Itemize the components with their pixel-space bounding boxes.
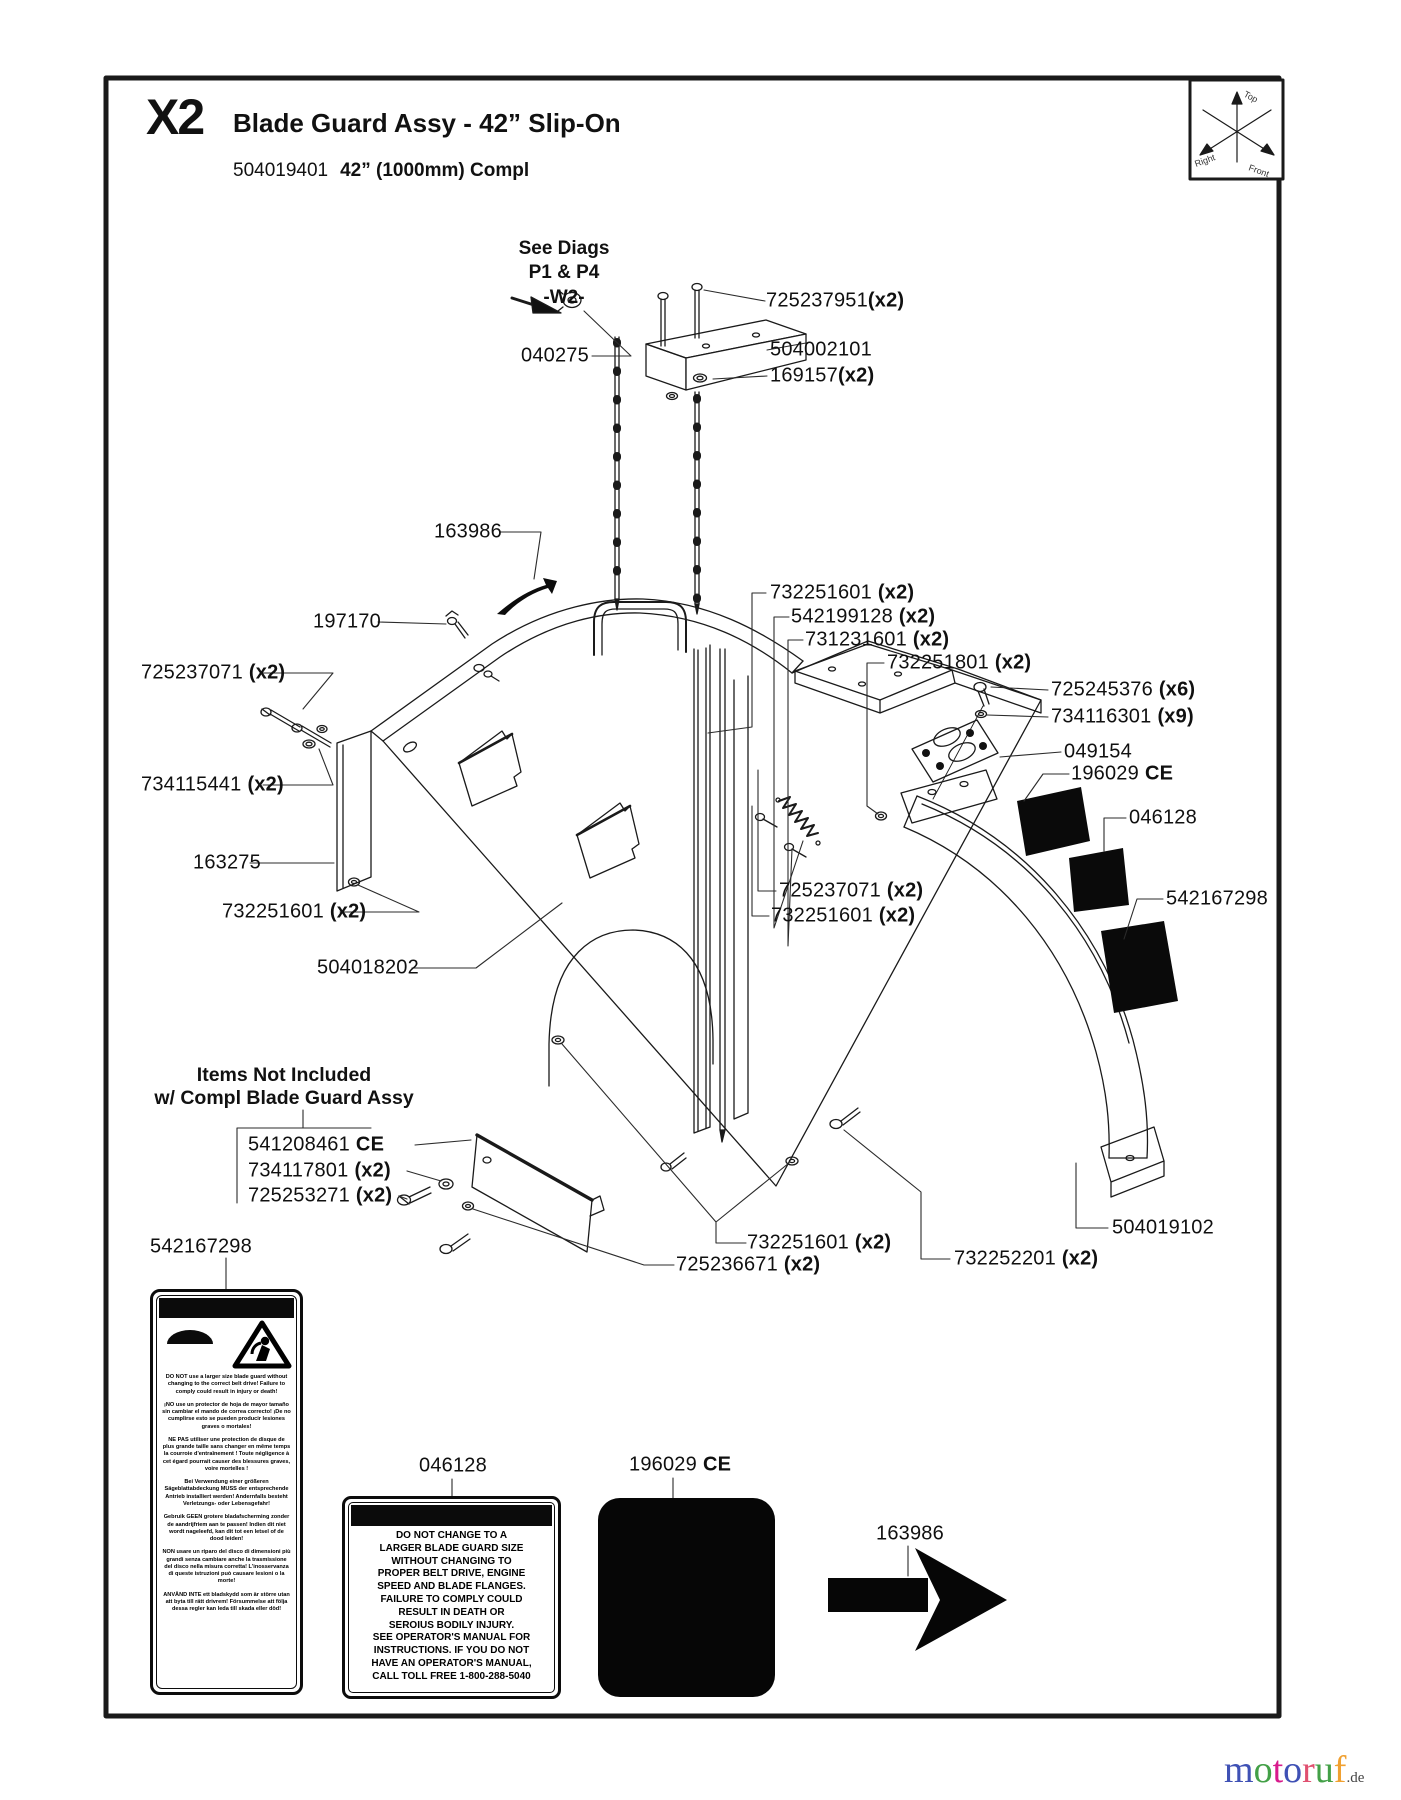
motoruf-watermark [1224,1748,1364,1792]
blade-guard-left-half-drawing [371,599,1041,1186]
part-callout-163986 [434,521,502,544]
part-number: 046128 [1129,806,1197,829]
part-quantity: (x2) [837,364,875,387]
part-number: 541208461 [248,1133,350,1156]
part-callout-725236671 [676,1254,820,1277]
part-number: 725237071 [141,661,243,684]
part-quantity: (x2) [912,628,950,651]
part-number: 169157 [770,364,838,387]
part-number: 542167298 [1166,887,1268,910]
part-quantity: CE [1144,762,1174,785]
part-number: 732251601 [747,1231,849,1254]
part-number: 725237951 [766,289,868,312]
part-number: 732251801 [887,651,989,674]
part-number: 046128 [419,1454,487,1477]
part-callout-046128 [419,1455,487,1478]
arrow-part-163986 [828,1548,1007,1651]
instruction-line: SEE OPERATOR'S MANUAL FOR [372,1632,531,1644]
warning-paragraph: ANVÄND INTE ett bladskydd som är större utan att byta till rätt drivrem! Försummelse att följa dessa regler kan leda till skada eller död! [163,1591,290,1613]
warning-paragraph: ¡NO use un protector de hoja de mayor tamaño sin cambiar el mando de correa correcto! ¡De no cumplirse esto se pueden producir lesiones graves o mortales! [162,1401,291,1430]
part-quantity: (x2) [355,1184,393,1207]
part-callout-734117801 [248,1160,391,1183]
part-number: 196029 [1071,762,1139,785]
part-callout-732251601 [747,1232,891,1255]
warning-paragraph: NON usare un riparo del disco di dimensioni più grandi senza cambiare anche la trasmissione del disco nella misura corretta! L'inosservanza di queste istruzioni può causare lesioni o la morte! [162,1549,291,1585]
part-callout-196029 [1071,763,1173,786]
part-callout-196029 [629,1454,731,1477]
part-quantity: (x2) [877,581,915,604]
part-number: 504019102 [1112,1216,1214,1239]
part-number: 504002101 [770,338,872,361]
part-number: 040275 [521,344,589,367]
part-callout-542167298 [1166,888,1268,911]
watermark-tld: .de [1346,1770,1365,1786]
instruction-label-header-bar [351,1505,552,1526]
part-quantity: CE [355,1133,385,1156]
part-number: 049154 [1064,740,1132,763]
instruction-line: SEROIUS BODILY INJURY. [388,1619,515,1631]
part-callout-504002101 [770,339,872,362]
part-callout-732251601 [222,901,366,924]
warning-label-header-bar [159,1298,294,1318]
part-number: 732252201 [954,1247,1056,1270]
part-number: 734116301 [1051,705,1152,728]
part-quantity: (x2) [886,879,924,902]
part-number: 725245376 [1051,678,1153,701]
warning-label-542167298 [150,1289,303,1695]
part-callout-040275 [521,345,589,368]
part-callout-542167298 [150,1236,252,1259]
instruction-line: FAILURE TO COMPLY COULD [380,1593,523,1605]
assembly-part-number: 504019401 [233,160,329,181]
hinge-049154-drawing [912,683,998,800]
part-quantity: (x2) [994,651,1032,674]
part-callout-732251801 [887,652,1031,675]
watermark-letter: o [1283,1749,1303,1791]
see-diags-note: See Diags P1 & P4 -W2- [518,238,610,308]
part-quantity: (x2) [898,605,936,628]
instruction-line: HAVE AN OPERATOR'S MANUAL, [371,1657,532,1669]
part-callout-732251601 [770,582,914,605]
part-number: 196029 [629,1453,697,1476]
part-callout-541208461 [248,1134,384,1157]
part-number: 725236671 [676,1253,778,1276]
page-title: Blade Guard Assy - 42” Slip-On [233,108,621,138]
part-callout-732251601 [771,905,915,928]
decal-542167298 [1101,921,1178,1013]
instruction-line: LARGER BLADE GUARD SIZE [379,1542,524,1554]
warning-label-text [162,1374,291,1685]
part-number: 504018202 [317,956,419,979]
top-hardware-drawing [512,284,806,615]
part-number: 732251601 [771,904,873,927]
watermark-letter: m [1224,1749,1254,1791]
part-number: 732251601 [222,900,324,923]
instruction-line: DO NOT CHANGE TO A [395,1530,508,1541]
part-number: 734117801 [248,1159,349,1182]
side-plate-163275-drawing [261,611,468,891]
part-number: 197170 [313,610,381,633]
bottom-plate-541208461-drawing [398,1036,605,1254]
part-quantity: (x2) [248,661,286,684]
part-callout-504019102 [1112,1217,1214,1240]
warning-paragraph: Bei Verwendung einer größeren Sägeblattabdeckung MUSS der entsprechende Antrieb installiert werden! Andernfalls besteht Verletzungs- oder Lebensgefahr! [164,1479,289,1507]
diagram-code: X2 [146,89,204,145]
part-quantity: (x2) [878,904,916,927]
axis-label-top: Top [1242,88,1260,105]
part-callout-725253271 [248,1185,392,1208]
items-not-included-title: Items Not Included w/ Compl Blade Guard Assy [154,1064,414,1110]
axis-label-right: Right [1193,152,1217,169]
part-quantity: (x2) [854,1231,892,1254]
instruction-line: PROPER BELT DRIVE, ENGINE [377,1568,526,1580]
part-number: 163986 [876,1522,944,1545]
part-quantity: (x6) [1158,678,1196,701]
warning-triangle-icon [231,1318,293,1370]
instruction-line: WITHOUT CHANGING TO [391,1555,512,1567]
watermark-letter: o [1253,1749,1273,1791]
part-number: 163275 [193,851,261,874]
wear-strip-163986-drawing [497,578,557,615]
part-callout-734115441 [141,774,284,797]
part-callout-542199128 [791,606,935,629]
watermark-letter: t [1272,1749,1284,1791]
part-quantity: (x2) [354,1159,391,1182]
part-number: 725237071 [779,879,881,902]
part-quantity: (x2) [867,289,905,312]
part-callout-197170 [313,611,381,634]
part-callout-049154 [1064,741,1132,764]
assembly-subtitle [233,160,529,182]
part-callout-046128 [1129,807,1197,830]
part-callout-725237071 [779,880,923,903]
blade-guard-right-half-drawing [661,770,1178,1197]
decal-046128 [1069,848,1129,912]
instruction-line: RESULT IN DEATH OR [398,1606,505,1618]
part-quantity: CE [702,1453,732,1476]
decal-196029 [1017,787,1090,856]
instruction-line: INSTRUCTIONS. IF YOU DO NOT [373,1645,530,1657]
part-number: 734115441 [141,773,242,796]
part-quantity: (x2) [247,773,284,796]
part-number: 732251601 [770,581,872,604]
instruction-line: CALL TOLL FREE 1-800-288-5040 [372,1670,531,1682]
part-callout-169157 [770,365,874,388]
blade-guard-pictogram [167,1330,213,1344]
assembly-variant: 42” (1000mm) Compl [340,160,530,181]
part-number: 163986 [434,520,502,543]
part-callout-725237951 [766,290,904,313]
part-quantity: (x2) [1061,1247,1099,1270]
part-callout-725237071 [141,662,285,685]
watermark-letter: u [1314,1749,1334,1791]
axis-label-front: Front [1247,162,1271,180]
part-quantity: (x2) [329,900,367,923]
watermark-letter: r [1302,1749,1315,1791]
warning-paragraph: DO NOT use a larger size blade guard without changing to the correct belt drive! Failure to comply could result in injury or death! [165,1374,288,1395]
part-quantity: (x9) [1157,705,1194,728]
instruction-line: SPEED AND BLADE FLANGES. [377,1581,526,1593]
instruction-label-text [352,1530,551,1684]
ce-label-196029 [598,1498,775,1697]
part-number: 542199128 [791,605,893,628]
part-number: 731231601 [805,628,907,651]
part-quantity: (x2) [783,1253,821,1276]
warning-paragraph: NE PAS utiliser une protection de disque de plus grande taille sans changer en même temps la courroie d'entraînement ! Toute négligence à cet égard pourrait causer des blessures graves, voire mortelles ! [162,1436,291,1472]
part-callout-734116301 [1051,706,1194,729]
part-callout-163986 [876,1523,944,1546]
part-callout-731231601 [805,629,949,652]
instruction-label-046128 [342,1496,561,1699]
watermark-letter: f [1333,1749,1347,1791]
part-callout-732252201 [954,1248,1098,1271]
part-number: 542167298 [150,1235,252,1258]
warning-paragraph: Gebruik GEEN grotere bladafscherming zonder de aandrijfriem aan te passen! Indien dit niet wordt nageleefd, kan dit tot een letsel of de dood leiden! [163,1514,290,1543]
part-callout-725245376 [1051,679,1195,702]
part-number: 725253271 [248,1184,350,1207]
part-callout-504018202 [317,957,419,980]
part-callout-163275 [193,852,261,875]
